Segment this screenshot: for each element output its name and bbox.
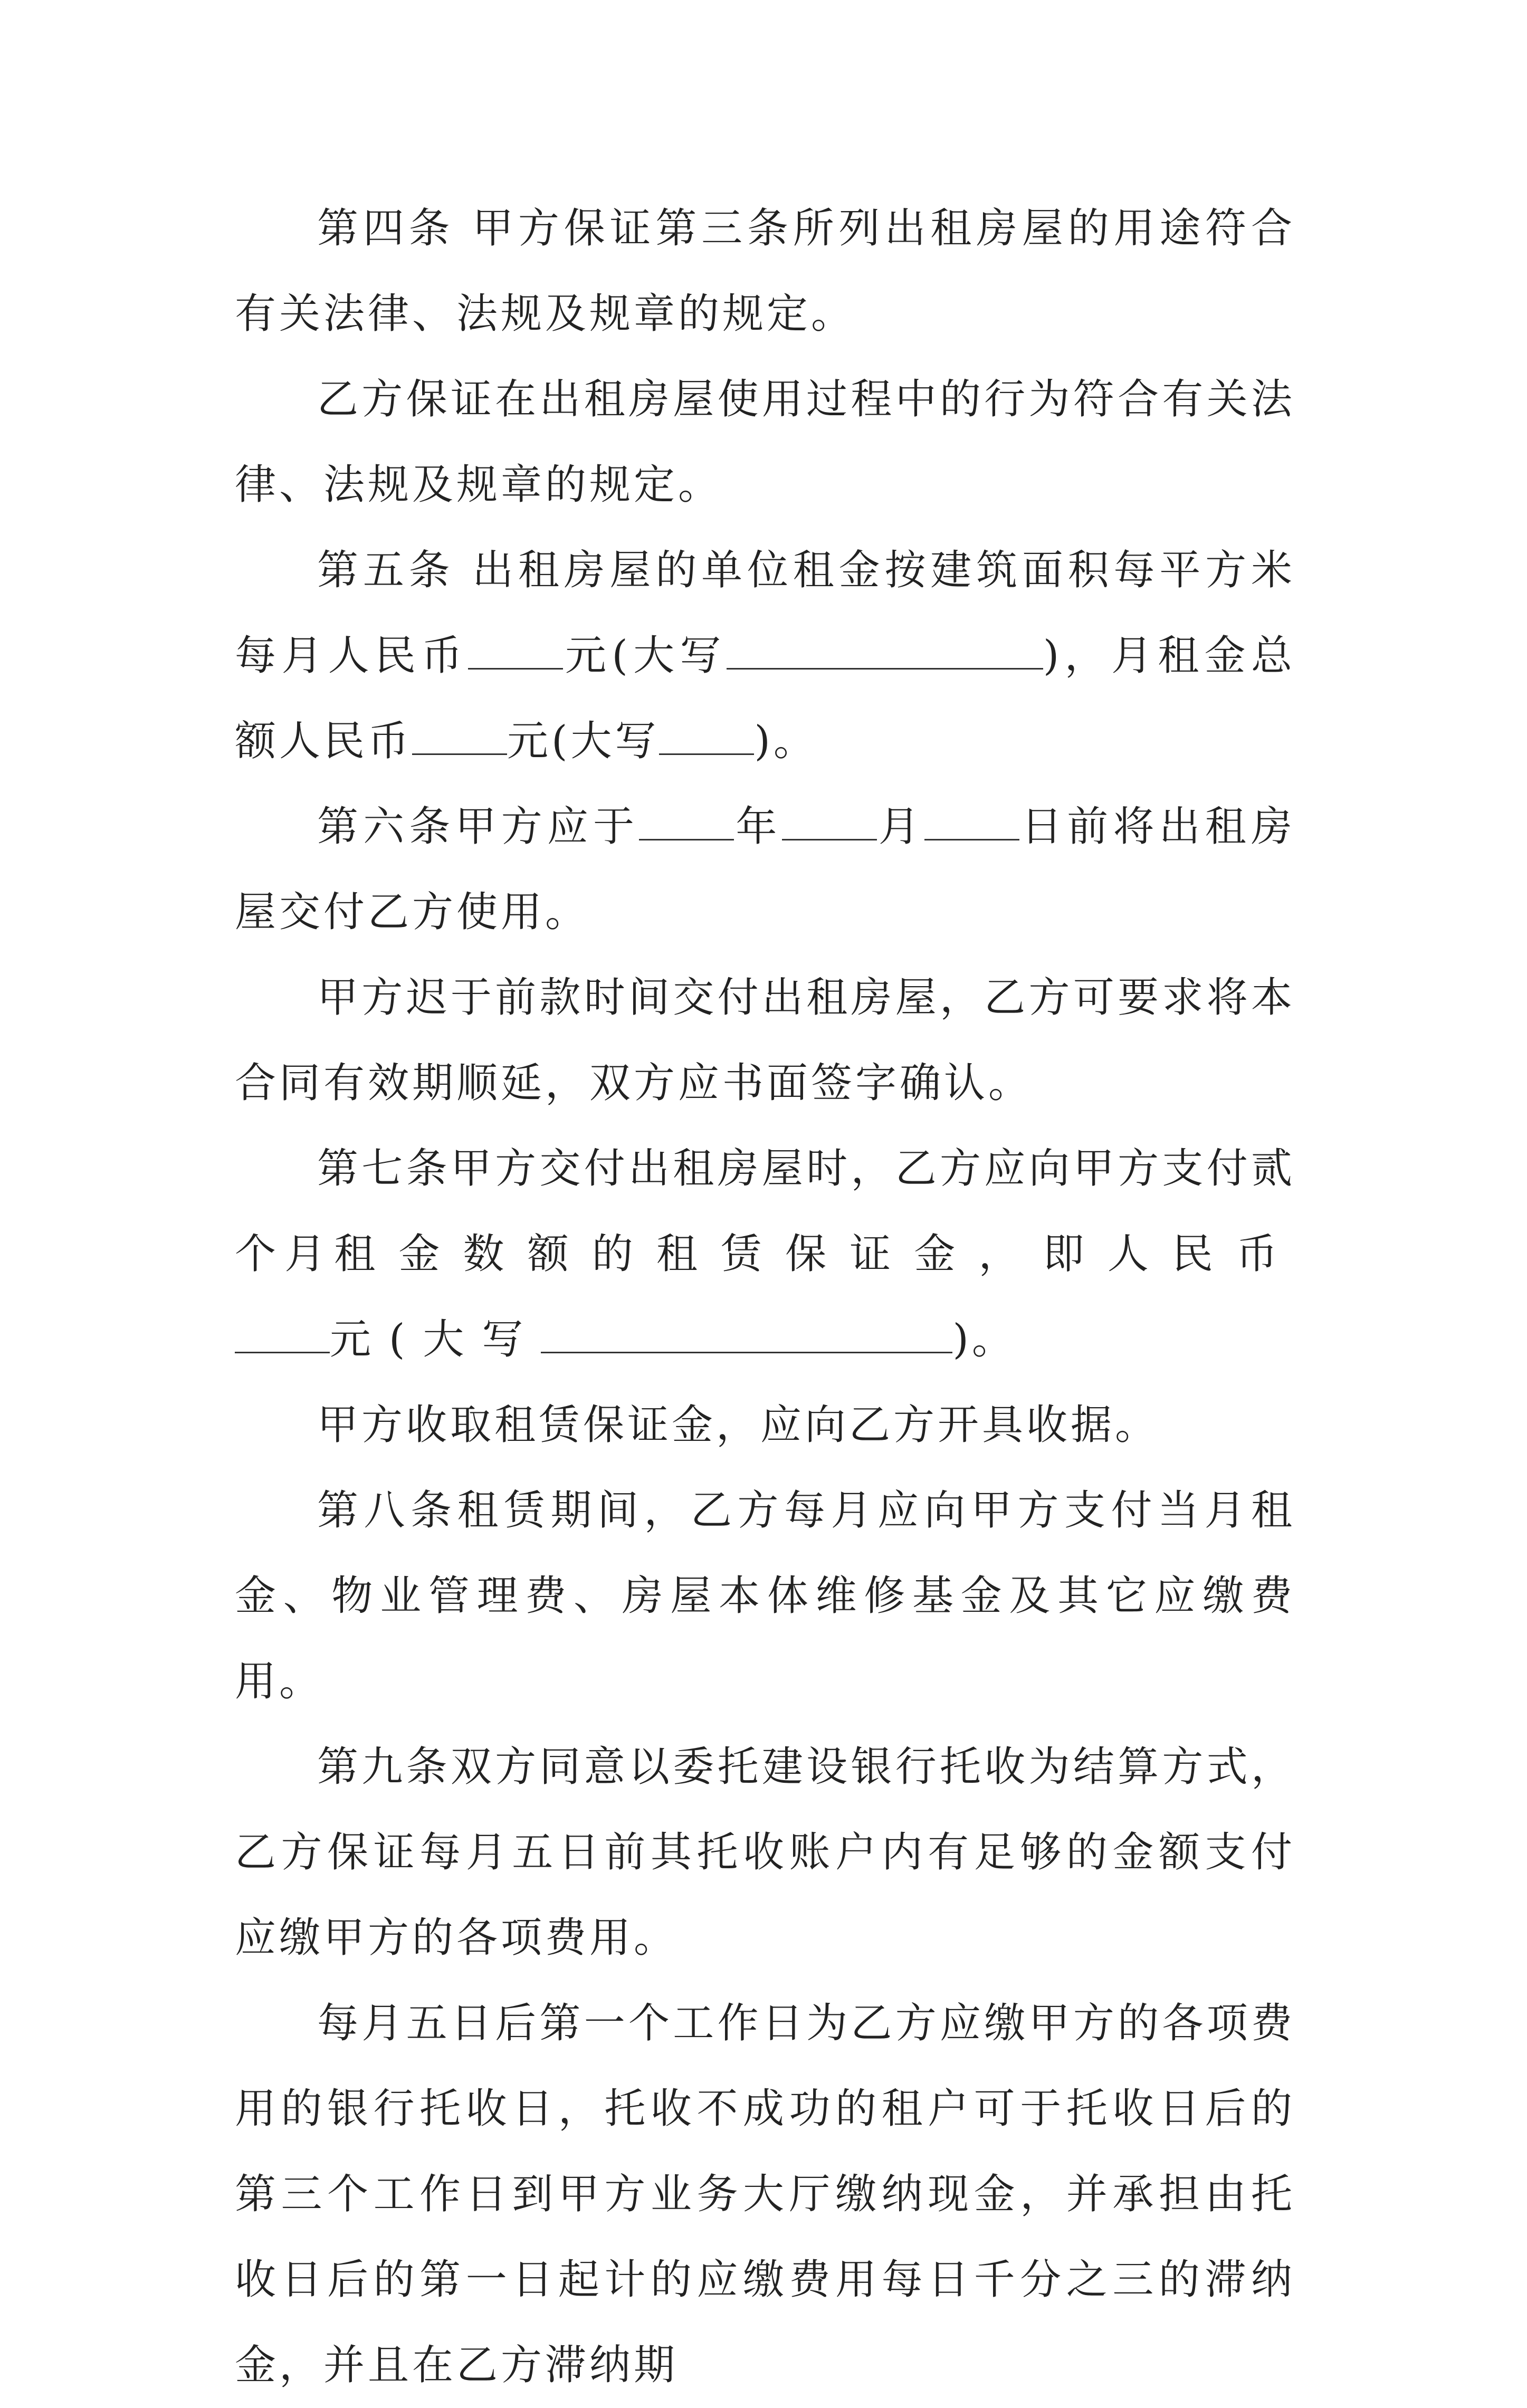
article-7-text-4: 元(大写 (330, 1316, 541, 1363)
article-9-text: 第九条双方同意以委托建设银行托收为结算方式，乙方保证每月五日前其托收账户内有足够的金额支付应缴甲方的各项费用。 (235, 1743, 1295, 1962)
article-6-text-1: 第六条甲方应于 (317, 803, 640, 851)
article-4-text: 第四条 甲方保证第三条所列出租房屋的用途符合有关法律、法规及规章的规定。 (235, 205, 1295, 338)
delivery-day-blank[interactable] (924, 801, 1019, 840)
deposit-uppercase-blank[interactable] (541, 1314, 952, 1353)
contract-body (235, 186, 1295, 2408)
paragraph-delivery-delay (235, 955, 1295, 1126)
article-5 (235, 528, 1295, 784)
article-8 (235, 1468, 1295, 1724)
paragraph-delivery-delay-text: 甲方迟于前款时间交付出租房屋，乙方可要求将本合同有效期顺延，双方应书面签字确认。 (235, 974, 1295, 1107)
article-7-text-3: 即人民币 (1043, 1230, 1295, 1278)
article-7 (235, 1126, 1295, 1382)
monthly-rent-uppercase-blank[interactable] (659, 715, 754, 755)
paragraph-party-b-guarantee-text: 乙方保证在出租房屋使用过程中的行为符合有关法律、法规及规章的规定。 (235, 376, 1295, 509)
paragraph-deposit-receipt (235, 1382, 1295, 1468)
article-4 (235, 186, 1295, 357)
article-6-text-2: 年 (734, 803, 782, 851)
paragraph-bank-collection (235, 1981, 1295, 2408)
unit-rent-blank[interactable] (468, 630, 563, 670)
article-6 (235, 784, 1295, 955)
delivery-month-blank[interactable] (782, 801, 877, 840)
article-5-text-5: )。 (754, 718, 818, 765)
article-5-text-2: 元(大写 (562, 632, 727, 680)
delivery-year-blank[interactable] (639, 801, 734, 840)
article-8-text: 第八条租赁期间，乙方每月应向甲方支付当月租金、物业管理费、房屋本体维修基金及其它应缴费用。 (235, 1487, 1295, 1705)
article-6-text-4: 日前将出租房屋交付乙方使用。 (235, 803, 1295, 936)
article-5-text-1: 第五条 出租房屋的单位租金按建筑面积每平方米每月人民币 (235, 547, 1295, 680)
article-5-text-3: )，月租金总额人民币 (235, 632, 1295, 765)
monthly-rent-blank[interactable] (412, 715, 507, 755)
article-7-text-5: )。 (952, 1316, 1016, 1363)
paragraph-party-b-guarantee (235, 357, 1295, 528)
paragraph-bank-collection-text: 每月五日后第一个工作日为乙方应缴甲方的各项费用的银行托收日，托收不成功的租户可于托收日后的第三个工作日到甲方业务大厅缴纳现金，并承担由托收日后的第一日起计的应缴费用每日千分之三的滞纳金，并且在乙方滞纳期 (235, 2000, 1295, 2389)
article-6-text-3: 月 (876, 803, 924, 851)
paragraph-deposit-receipt-text: 甲方收取租赁保证金，应向乙方开具收据。 (317, 1401, 1160, 1449)
unit-rent-uppercase-blank[interactable] (727, 630, 1043, 670)
article-7-text-1: 第七条甲方交付出租房屋时，乙方应向甲方支付贰个月 (235, 1145, 1295, 1278)
article-7-text-2: 租金数额的租赁保证金， (334, 1230, 1043, 1278)
article-9 (235, 1724, 1295, 1981)
article-5-text-4: 元(大写 (507, 718, 660, 765)
deposit-amount-blank[interactable] (235, 1314, 330, 1353)
